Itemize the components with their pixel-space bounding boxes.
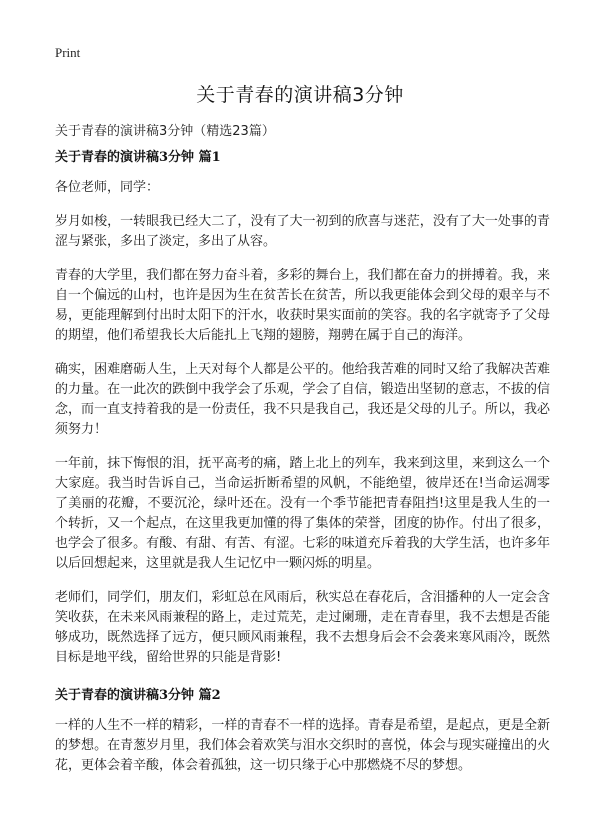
paragraph: 岁月如梭，一转眼我已经大二了，没有了大一初到的欣喜与迷茫，没有了大一处事的青涩与紧张，多出了淡定，多出了从容。 xyxy=(55,214,550,249)
document-body xyxy=(55,148,550,790)
document-subtitle: 关于青春的演讲稿3分钟（精选23篇） xyxy=(55,124,275,139)
page-title: 关于青春的演讲稿3分钟 xyxy=(196,84,404,106)
paragraph: 青春的大学里，我们都在努力奋斗着，多彩的舞台上，我们都在奋力的拼搏着。我，来自一个偏远的山村，也许是因为生在贫苦长在贫苦，所以我更能体会到父母的艰辛与不易，更能理解到付出时太阳下的汗水，收获时果实面前的笑容。我的名字就寄予了父母的期望，他们希望我长大后能扎上飞翔的翅膀，翔骋在属于自己的海洋。 xyxy=(55,268,550,343)
section xyxy=(55,686,550,776)
section-heading: 关于青春的演讲稿3分钟 篇2 xyxy=(55,688,221,703)
paragraph: 一样的人生不一样的精彩，一样的青春不一样的选择。青春是希望，是起点，更是全新的梦想。在青葱岁月里，我们体会着欢笑与泪水交织时的喜悦，体会与现实碰撞出的火花，更体会着辛酸，体会着孤独，这一切只缘于心中那燃烧不尽的梦想。 xyxy=(55,718,550,773)
paragraph: 一年前，抹下悔恨的泪，抚平高考的痛，踏上北上的列车，我来到这里，来到这么一个大家庭。我当时告诉自己，当命运折断希望的风帆，不能绝望，彼岸还在!当命运凋零了美丽的花瓣，不要沉沦，绿叶还在。没有一个季节能把青春阻挡!这里是我人生的一个转折，又一个起点，在这里我更加懂的得了集体的荣誉，团度的协作。付出了很多，也学会了很多。有酸、有甜、有苦、有涩。七彩的味道充斥着我的大学生活，也许多年以后回想起来，这里就是我人生记忆中一颗闪烁的明星。 xyxy=(55,456,550,571)
paragraph: 各位老师，同学： xyxy=(55,180,160,195)
print-link[interactable]: Print xyxy=(55,45,81,60)
paragraph: 确实，困难磨砺人生，上天对每个人都是公平的。他给我苦难的同时又给了我解决苦难的力量。在一此次的跌倒中我学会了乐观，学会了自信，锻造出坚韧的意志，不拔的信念，而一直支持着我的是一份责任，我不只是我自己，我还是父母的儿子。所以，我必须努力！ xyxy=(55,362,550,437)
paragraph: 老师们，同学们，朋友们，彩虹总在风雨后，秋实总在春花后，含泪播种的人一定会含笑收获，在未来风雨兼程的路上，走过荒芜，走过阑珊，走在青春里，我不去想是否能够成功，既然选择了远方，便只顾风雨兼程，我不去想身后会不会袭来寒风雨冷，既然目标是地平线，留给世界的只能是背影! xyxy=(55,590,550,665)
section-heading: 关于青春的演讲稿3分钟 篇1 xyxy=(55,150,221,165)
section xyxy=(55,148,550,668)
